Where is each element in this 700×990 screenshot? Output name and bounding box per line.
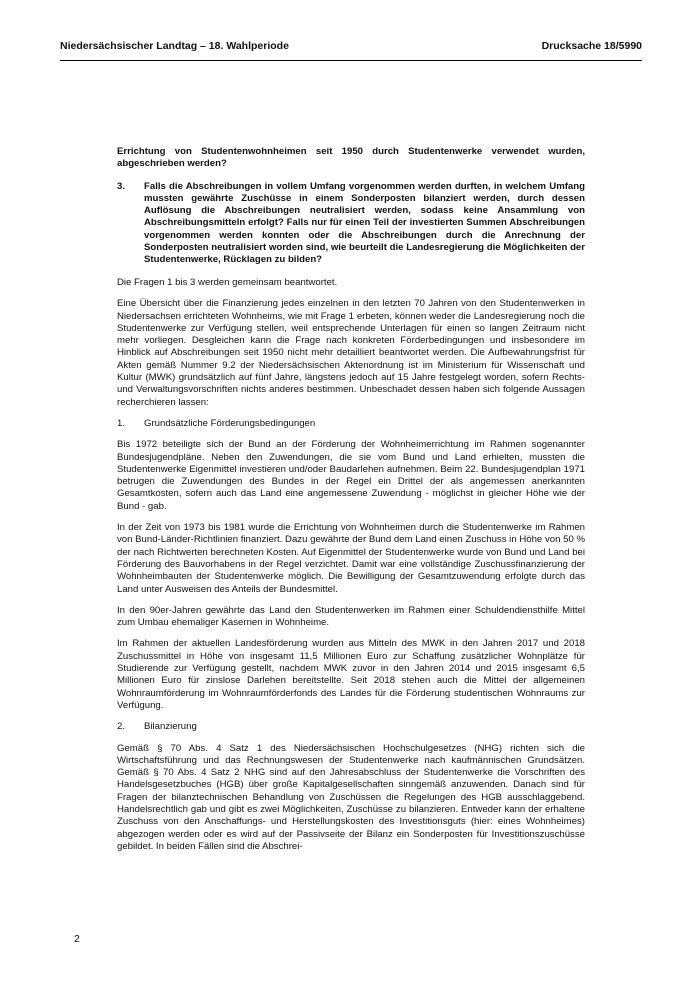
section-1-title: Grundsätzliche Förderungsbedingungen — [144, 417, 316, 429]
section-2-number: 2. — [117, 721, 126, 733]
answer-body — [117, 277, 585, 862]
question-2-continuation: Errichtung von Studentenwohnheimen seit 1950 durch Studentenwerke verwendet wurden, abgeschrieben werden? — [117, 146, 585, 170]
question-3-number: 3. — [117, 180, 126, 192]
section-2-title: Bilanzierung — [144, 721, 197, 733]
answer-intro: Die Fragen 1 bis 3 werden gemeinsam beantwortet. — [117, 277, 338, 288]
section-heading-2 — [117, 721, 585, 733]
section-heading-1 — [117, 418, 585, 430]
answer-paragraph-bund-laender: In der Zeit von 1973 bis 1981 wurde die Errichtung von Wohnheimen durch die Studentenwerke im Rahmen von Bund-Länder-Richtlinien finanziert. Dazu gewährte der Bund dem Land einen Zuschuss in Höhe von 50 % der nach Richtwerten berechneten Kosten. Auf Eigenmittel der Studentenwerke wurde von Bund und Land bei Förderung des Bauvorhabens in der Regel verzichtet. Damit war eine vollständige Zuschussfinanzierung der Wohnheimbauten der Studentenwerke möglich. Die Bewilligung der Gesamtzuwendung erfolgte durch das Land unter Ausweisen des Anteils der Bundesmittel. — [117, 522, 585, 595]
answer-paragraph-bilanzierung: Gemäß § 70 Abs. 4 Satz 1 des Niedersächsischen Hochschulgesetzes (NHG) richten sich die Wirtschaftsführung und das Rechnungswesen der Studentenwerke nach kaufmännischen Grundsätzen. Gemäß § 70 Abs. 4 Satz 2 NHG sind auf den Jahresabschluss der Studentenwerke die Vorschriften des Handelsgesetzbuches (HGB) über große Kapitalgesellschaften sinngemäß anzuwenden. Danach sind für Fragen der bilanztechnischen Behandlung von Zuschüssen die Regelungen des HGB ausschlaggebend. Handelsrechtlich gab und gibt es zwei Möglichkeiten, Zuschüsse zu bilanzieren. Entweder kann der erhaltene Zuschuss von den Anschaffungs- und Herstellungskosten des Investitionsguts (hier: eines Wohnheimes) abgezogen werden oder es wird auf der Passivseite der Bilanz ein Sonderposten für Investitionszuschüsse gebildet. In beiden Fällen sind die Abschrei- — [117, 742, 585, 852]
answer-paragraph-overview: Eine Übersicht über die Finanzierung jedes einzelnen in den letzten 70 Jahren von den Studentenwerken in Niedersachsen errichteten Wohnheims, wie mit Frage 1 erbeten, können weder die Landesregierung noch die Studentenwerke zur Verfügung stellen, weil entsprechende Unterlagen für einen so langen Zeitraum nicht mehr vorliegen. Desgleichen kann die Frage nach konkreten Förderbedingungen und insbesondere im Hinblick auf Abschreibungen seit 1950 nicht mehr detailliert beantwortet werden. Die Aufbewahrungsfrist für Akten gemäß Nummer 9.2 der Niedersächsischen Aktenordnung ist im Ministerium für Wissenschaft und Kultur (MWK) grundsätzlich auf fünf Jahre, längstens jedoch auf 15 Jahre festgelegt worden, sofern Rechts- und Verwaltungsvorschriften nichts anderes bestimmen. Unbeschadet dessen haben sich folgende Aussagen recherchieren lassen: — [117, 298, 585, 408]
header-parliament-title: Niedersächsischer Landtag – 18. Wahlperiode — [60, 40, 289, 52]
answer-paragraph-bundesjugendplan: Bis 1972 beteiligte sich der Bund an der Förderung der Wohnheimerrichtung im Rahmen sogenannter Bundesjugendpläne. Neben den Zuwendungen, die sie vom Bund und Land erhielten, mussten die Studentenwerke Eigenmittel investieren und/oder Baudarlehen aufnehmen. Beim 22. Bundesjugendplan 1971 betrugen die Zuwendungen des Bundes in der Regel ein Drittel der als angemessen anerkannten Gesamtkosten, sofern auch das Land eine angemessene Zuwendung - möglichst in gleicher Höhe wie der Bund - gab. — [117, 439, 585, 512]
question-3 — [117, 181, 585, 267]
header-divider — [60, 60, 642, 61]
answer-paragraph-90er: In den 90er-Jahren gewährte das Land den Studentenwerken im Rahmen einer Schuldendiensthilfe Mittel zum Umbau ehemaliger Kasernen in Wohnheime. — [117, 604, 585, 629]
questions-block — [117, 146, 585, 267]
page-number: 2 — [74, 933, 80, 945]
question-3-text: Falls die Abschreibungen in vollem Umfang vorgenommen werden durften, in welchem Umfang mussten gewährte Zuschüsse in einem Sonderposten bilanziert werden, durch dessen Auflösung die Abschreibungen neutralisiert werden, sodass keine Ansammlung von Abschreibungsmitteln erfolgt? Falls nur für einen Teil der investierten Summen Abschreibungen vorgenommen werden konnten oder die Abschreibungen durch die Anrechnung der Sonderposten neutralisiert worden sind, wie beurteilt die Landesregierung die Möglichkeiten der Studentenwerke, Rücklagen zu bilden? — [144, 180, 585, 266]
header-document-number: Drucksache 18/5990 — [541, 40, 642, 52]
answer-paragraph-landesfoerderung: Im Rahmen der aktuellen Landesförderung wurden aus Mitteln des MWK in den Jahren 2017 und 2018 Zuschussmittel in Höhe von insgesamt 11,5 Millionen Euro zur Schaffung zusätzlicher Wohnplätze für Studierende zur Verfügung gestellt, nachdem MWK zuvor in den Jahren 2014 und 2015 insgesamt 6,5 Millionen Euro für zinslose Darlehen bereitstellte. Seit 2018 stehen auch die Mittel der allgemeinen Wohnraumförderung im Wohnraumförderfonds des Landes für die Förderung studentischen Wohnraums zur Verfügung. — [117, 638, 585, 711]
section-1-number: 1. — [117, 417, 126, 429]
